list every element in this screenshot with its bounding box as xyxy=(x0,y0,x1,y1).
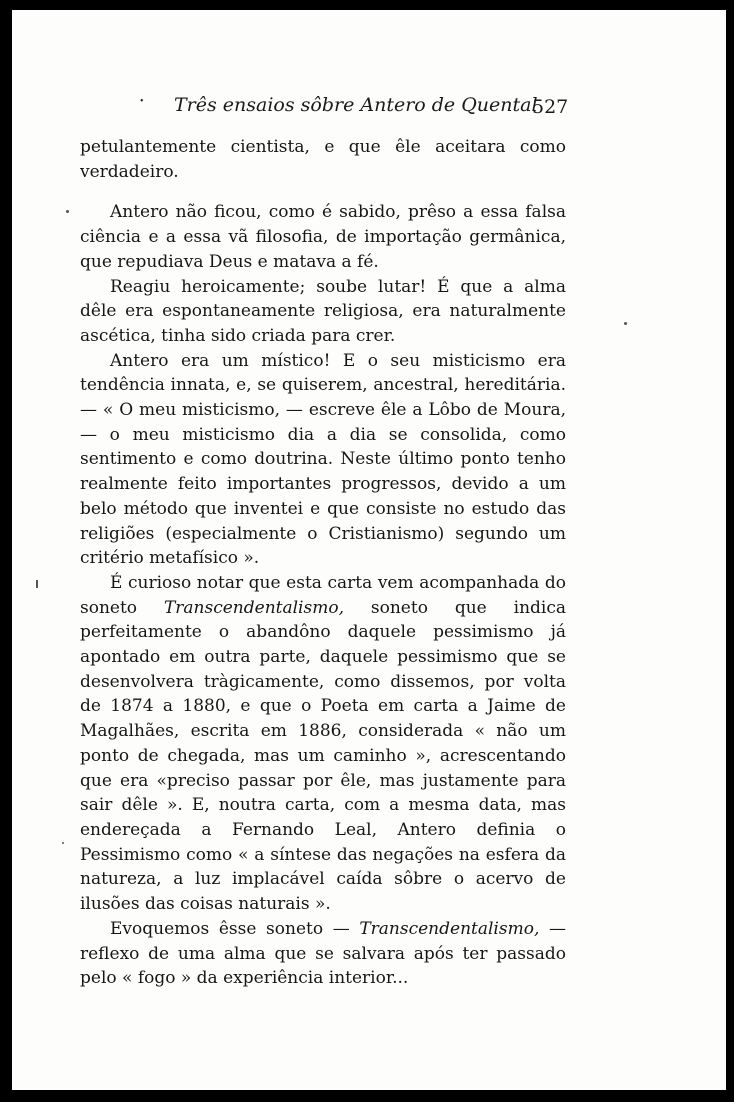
paragraph-evoquemos xyxy=(80,917,566,991)
text-segment: soneto que indica perfeitamente o abandôno daquele pessimismo já apontado em outra parte, daquele pessimismo que se desenvolvera tràgicamente, como dissemos, por volta de 1874 a 1880, e que o Poeta em carta a Jaime de Magalhães, escrita em 1886, considerada « não um ponto de chegada, mas um caminho », acrescentando que era «preciso passar por êle, mas justamente para sair dêle ». E, noutra carta, com a mesma data, mas endereçada a Fernando Leal, Antero definia o Pessimismo como « a síntese das negações na esfera da natureza, a luz implacável caída sôbre o acervo de ilusões das coisas naturais ». xyxy=(80,597,566,915)
page-header xyxy=(12,94,726,124)
book-page xyxy=(12,10,726,1090)
paragraph-reagiu: Reagiu heroicamente; soube lutar! É que a alma dêle era espontaneamente religiosa, era naturalmente ascética, tinha sido criada para crer. xyxy=(80,276,566,346)
sonnet-title: Transcendentalismo, xyxy=(163,597,344,618)
sonnet-title: Transcendentalismo, xyxy=(359,918,540,939)
scan-speck xyxy=(66,210,69,213)
paragraph-continuation: petulantemente cientista, e que êle aceitara como verdadeiro. xyxy=(80,137,566,182)
paragraph-antero-nao-ficou: Antero não ficou, como é sabido, prêso a essa falsa ciência e a essa vã filosofia, de importação germânica, que repudiava Deus e matava a fé. xyxy=(80,202,566,272)
scan-speck xyxy=(62,842,64,844)
scan-speck xyxy=(624,322,627,325)
page-number: 527 xyxy=(532,96,569,118)
header-marker: • xyxy=(140,96,144,107)
body-text xyxy=(80,135,566,991)
scan-speck xyxy=(36,580,38,588)
running-title: Três ensaios sôbre Antero de Quental xyxy=(174,94,538,116)
paragraph-mistico: Antero era um místico! E o seu misticismo era tendência innata, e, se quiserem, ancestral, hereditária. — « O meu misticismo, — escreve êle a Lôbo de Moura, — o meu misticismo dia a dia se consolida, como sentimento e como doutrina. Neste último ponto tenho realmente feito importantes progressos, devido a um belo método que inventei e que consiste no estudo das religiões (especialmente o Cristianismo) segundo um critério metafísico ». xyxy=(80,350,566,569)
text-segment: — reflexo de uma alma que se salvara após ter passado pelo « fogo » da experiência interior... xyxy=(80,918,566,989)
paragraph-curioso-notar xyxy=(80,571,566,917)
text-segment: É curioso notar que esta carta vem acompanhada do soneto xyxy=(80,572,566,618)
text-segment: Evoquemos êsse soneto — xyxy=(110,918,360,939)
